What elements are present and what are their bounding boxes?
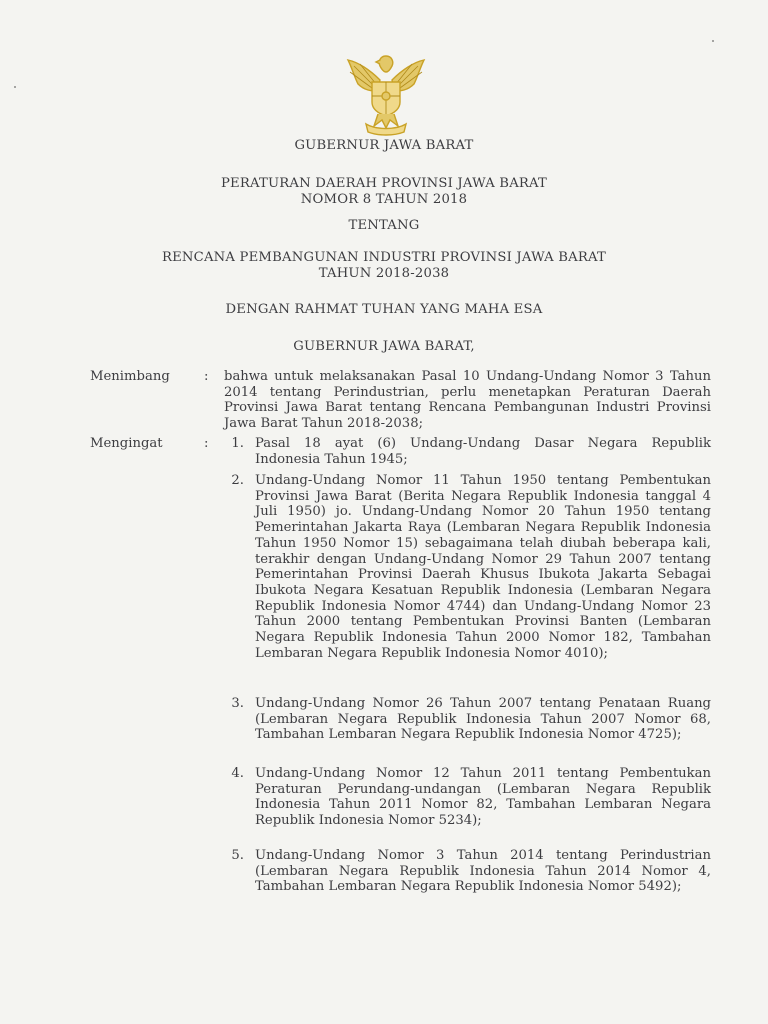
list-item-number: 3.	[231, 696, 244, 711]
list-item: Undang-Undang Nomor 3 Tahun 2014 tentang Perindustrian (Lembaran Negara Republik Indonesia Tahun 2014 Nomor 4, Tambahan Lembaran Negara Republik Indonesia Nomor 5492);	[255, 848, 711, 895]
regulation-line-2: NOMOR 8 TAHUN 2018	[300, 192, 468, 207]
blessing-heading	[0, 302, 768, 318]
list-item-number: 1.	[231, 436, 244, 451]
subject-line-1: RENCANA PEMBANGUNAN INDUSTRI PROVINSI JAWA BARAT	[161, 250, 607, 265]
regulation-line-1: PERATURAN DAERAH PROVINSI JAWA BARAT	[220, 176, 548, 191]
blessing-text: DENGAN RAHMAT TUHAN YANG MAHA ESA	[225, 302, 543, 317]
list-item: Undang-Undang Nomor 11 Tahun 1950 tentang Pembentukan Provinsi Jawa Barat (Berita Negara Republik Indonesia tanggal 4 Juli 1950) jo. Undang-Undang Nomor 20 Tahun 1950 tentang Pemerintahan Jakarta Raya (Lembaran Negara Republik Indonesia Tahun 1950 Nomor 15) sebagaimana telah diubah beberapa kali, terakhir dengan Undang-Undang Nomor 29 Tahun 2007 tentang Pemerintahan Provinsi Daerah Khusus Ibukota Jakarta Sebagai Ibukota Negara Kesatuan Republik Indonesia (Lembaran Negara Republik Indonesia Nomor 4744) dan Undang-Undang Nomor 23 Tahun 2000 tentang Pembentukan Provinsi Banten (Lembaran Negara Republik Indonesia Tahun 2000 Nomor 182, Tambahan Lembaran Negara Republik Indonesia Nomor 4010);	[255, 473, 711, 661]
observing-label: Mengingat	[90, 436, 163, 451]
subject-heading	[0, 250, 768, 282]
about-text: TENTANG	[348, 218, 420, 233]
list-item: Undang-Undang Nomor 26 Tahun 2007 tentang Penataan Ruang (Lembaran Negara Republik Indonesia Tahun 2007 Nomor 68, Tambahan Lembaran Negara Republik Indonesia Nomor 4725);	[255, 696, 711, 743]
list-item-number: 2.	[231, 473, 244, 488]
governor-title-2-text: GUBERNUR JAWA BARAT,	[293, 339, 475, 354]
considering-colon: :	[204, 369, 209, 384]
governor-title-text: GUBERNUR JAWA BARAT	[294, 138, 474, 153]
list-item: Pasal 18 ayat (6) Undang-Undang Dasar Negara Republik Indonesia Tahun 1945;	[255, 436, 711, 467]
considering-text: bahwa untuk melaksanakan Pasal 10 Undang-Undang Nomor 3 Tahun 2014 tentang Perindustrian, perlu menetapkan Peraturan Daerah Provinsi Jawa Barat tentang Rencana Pembangunan Industri Provinsi Jawa Barat Tahun 2018-2038;	[224, 369, 711, 432]
governor-title-2	[0, 339, 768, 355]
governor-title	[0, 138, 768, 154]
observing-colon: :	[204, 436, 209, 451]
subject-line-2: TAHUN 2018-2038	[318, 266, 450, 281]
list-item-number: 4.	[231, 766, 244, 781]
about-heading	[0, 218, 768, 234]
scan-speck	[712, 40, 714, 42]
scan-speck	[14, 86, 16, 88]
garuda-emblem-icon	[340, 50, 432, 138]
list-item: Undang-Undang Nomor 12 Tahun 2011 tentang Pembentukan Peraturan Perundang-undangan (Lembaran Negara Republik Indonesia Tahun 2011 Nomor 82, Tambahan Lembaran Negara Republik Indonesia Nomor 5234);	[255, 766, 711, 829]
list-item-number: 5.	[231, 848, 244, 863]
regulation-heading	[0, 176, 768, 208]
considering-label: Menimbang	[90, 369, 170, 384]
